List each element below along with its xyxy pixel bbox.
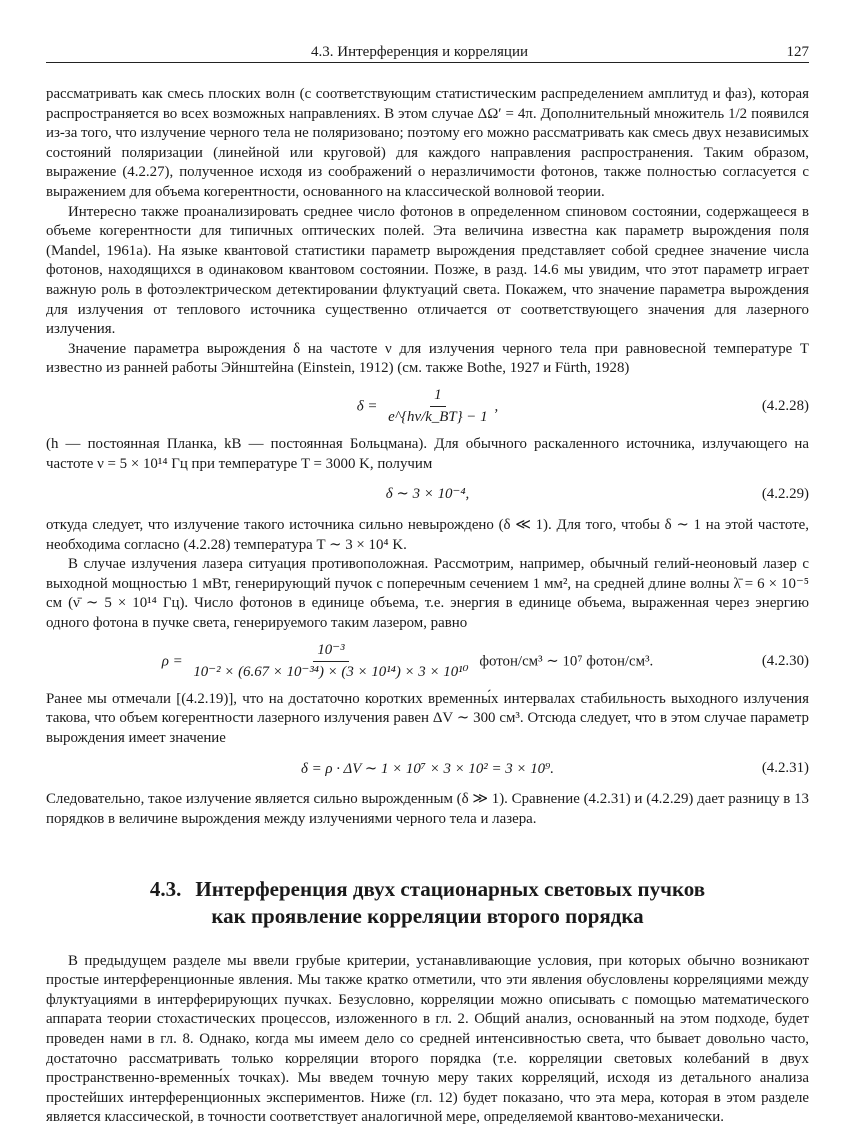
paragraph-2: Интересно также проанализировать среднее число фотонов в определенном спиновом состоянии, содержащееся в объеме когерентности для типичных оптических полей. Эта величина известна как параметр вырождения поля (Mandel, 1961a). На языке квантовой статистики параметр вырождения представляет собой среднее значение числа фотонов, находящихся в одинаковом квантовом состоянии. Позже, в разд. 14.6 мы увидим, что этот параметр играет важную роль в фотоэлектрическом детектировании флуктуаций света. Покажем, что значение параметра вырождения для излучения от теплового источника существенно отличается от соответствующего значения для лазерного излучения. bbox=[46, 203, 809, 338]
eq31-label: (4.2.31) bbox=[761, 760, 809, 777]
eq30-denominator: 10⁻² × (6.67 × 10⁻³⁴) × (3 × 10¹⁴) × 3 × 10¹⁰ bbox=[193, 664, 469, 681]
equation-4-2-29 bbox=[46, 478, 809, 512]
paragraph-7: Ранее мы отмечали [(4.2.19)], что на достаточно коротких временны́х интервалах стабильность выходного излучения такова, что объем когерентности лазерного излучения равен ΔV ∼ 300 см³. Отсюда следует, что в этом случае параметр вырождения имеет значение bbox=[46, 690, 809, 746]
page bbox=[46, 40, 809, 1128]
eq29-label: (4.2.29) bbox=[761, 486, 809, 503]
equation-4-2-28 bbox=[46, 383, 809, 431]
running-head-section: 4.3. Интерференция и корреляции bbox=[311, 44, 529, 60]
section-title-line-1: Интерференция двух стационарных световых пучков bbox=[195, 876, 706, 901]
eq28-fraction bbox=[384, 386, 491, 428]
paragraph-9: В предыдущем разделе мы ввели грубые критерии, устанавливающие условия, при которых обычно возникают простые интерференционные явления. Мы также кратко отметили, что эти явления обусловлены корреляциями между флуктуациями в интерферирующих пучках. Безусловно, корреляции можно описывать с помощью математического аппарата теории стохастических процессов, изложенного в гл. 2. Общий анализ, основанный на этом подходе, будет проведен нами в гл. 8. Однако, когда мы имеем дело со средней интенсивностью света, что бывает довольно часто, достаточно рассматривать только корреляции второго порядка (т.е. корреляции световых колебаний в двух пространственно-временны́х точках). Мы введем точную меру таких корреляций, исходя из детального анализа простейших интерференционных экспериментов. Ниже (гл. 12) будет показано, что эта мера, которая в этом разделе является классической, в точности соответствует аналогичной мере, определяемой квантово-механически. bbox=[46, 952, 809, 1126]
paragraph-5: откуда следует, что излучение такого источника сильно невырождено (δ ≪ 1). Для того, чтобы δ ∼ 1 на этой частоте, необходима согласно (4.2.28) температура T ∼ 3 × 10⁴ K. bbox=[46, 517, 809, 553]
equation-4-2-30 bbox=[46, 638, 809, 686]
paragraph-8: Следовательно, такое излучение является сильно вырожденным (δ ≫ 1). Сравнение (4.2.31) и (4.2.29) дает разницу в 13 порядков в величине вырождения между излучениями черного тела и лазера. bbox=[46, 791, 809, 828]
eq28-label: (4.2.28) bbox=[761, 398, 809, 415]
equation-4-2-31 bbox=[46, 752, 809, 786]
page-number: 127 bbox=[786, 44, 809, 60]
section-number: 4.3. bbox=[149, 876, 182, 901]
paragraph-1: рассматривать как смесь плоских волн (с соответствующим статистическим распределением амплитуд и фаз), которая распространяется во всех возможных направлениях. В этом случае ΔΩ′ = 4π. Дополнительный множитель 1/2 появился из-за того, что излучение черного тела не поляризовано; поэтому его можно рассматривать как смесь двух независимых состояний поляризации (линейной или круговой) для каждого направления распространения. Таким образом, выражение (4.2.27), полученное исходя из соображений о неразличимости фотонов, также полностью согласуется с выражением для объема когерентности, основанного на классической волновой теории. bbox=[46, 86, 809, 200]
eq29-expression: δ ∼ 3 × 10⁻⁴, bbox=[385, 486, 470, 503]
eq30-label: (4.2.30) bbox=[761, 652, 809, 669]
eq30-lhs: ρ = bbox=[161, 653, 183, 670]
section-heading bbox=[46, 876, 809, 930]
running-head bbox=[46, 40, 809, 63]
section-title-line-2: как проявление корреляции второго порядка bbox=[211, 903, 644, 928]
eq28-denominator: e^{hν/k_BT} − 1 bbox=[388, 409, 488, 426]
eq28-numerator: 1 bbox=[430, 386, 445, 408]
body-text bbox=[46, 85, 809, 1128]
paragraph-3: Значение параметра вырождения δ на частоте ν для излучения черного тела при равновесной температуре T известно из ранней работы Эйнштейна (Einstein, 1912) (см. также Bothe, 1927 и Fürth, 1928) bbox=[46, 340, 809, 377]
eq28-tail: , bbox=[494, 398, 499, 415]
eq30-tail: фотон/см³ ∼ 10⁷ фотон/см³. bbox=[479, 653, 654, 670]
eq30-fraction bbox=[189, 641, 472, 683]
eq30-numerator: 10⁻³ bbox=[313, 641, 348, 663]
eq31-expression: δ = ρ · ΔV ∼ 1 × 10⁷ × 3 × 10² = 3 × 10⁹. bbox=[301, 760, 554, 777]
eq28-lhs: δ = bbox=[356, 398, 378, 415]
paragraph-6: В случае излучения лазера ситуация противоположная. Рассмотрим, например, обычный гелий-неоновый лазер с выходной мощностью 1 мВт, генерирующий пучок с поперечным сечением 1 мм², на средней длине волны λ̄ = 6 × 10⁻⁵ см (ν̄ ∼ 5 × 10¹⁴ Гц). Число фотонов в единице объема, т.е. энергия в единице объема, выраженная через энергию одного фотона в пучке света, генерируемого таким лазером, равно bbox=[46, 556, 809, 632]
paragraph-4: (h — постоянная Планка, kB — постоянная Больцмана). Для обычного раскаленного источника, излучающего на частоте ν = 5 × 10¹⁴ Гц при температуре T = 3000 K, получим bbox=[46, 435, 809, 472]
